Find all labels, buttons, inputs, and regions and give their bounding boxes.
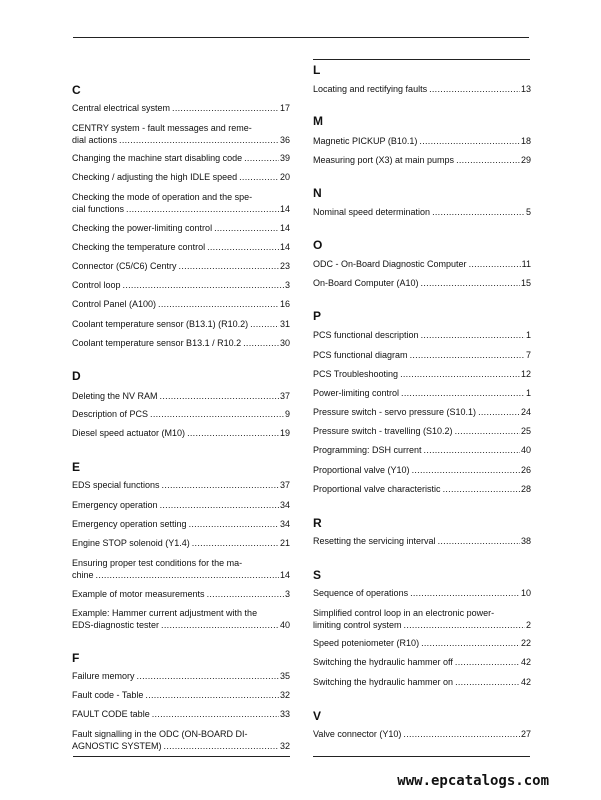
index-entry-page: 18 xyxy=(520,136,531,146)
index-entry-text: EDS-diagnostic tester xyxy=(72,620,160,630)
index-entry-page: 12 xyxy=(520,369,531,379)
index-entry[interactable] xyxy=(72,588,290,600)
right-section-rule xyxy=(313,59,530,60)
index-entry-text: PCS functional diagram xyxy=(313,350,408,360)
index-entry[interactable] xyxy=(313,83,531,95)
index-entry-page: 14 xyxy=(279,223,290,233)
dot-leader xyxy=(400,368,520,380)
index-entry-text: On-Board Computer (A10) xyxy=(313,278,419,288)
index-entry-text: Fault code - Table xyxy=(72,690,144,700)
dot-leader xyxy=(162,479,279,491)
index-entry-lead: Simplified control loop in an electronic power- xyxy=(313,608,495,618)
index-entry-text: ODC - On-Board Diagnostic Computer xyxy=(313,259,467,269)
index-entry-page: 33 xyxy=(279,709,290,719)
index-entry[interactable] xyxy=(72,298,290,310)
dot-leader xyxy=(137,670,279,682)
index-entry-page: 11 xyxy=(521,259,531,269)
dot-leader xyxy=(160,499,279,511)
index-entry-text: Example of motor measurements xyxy=(72,589,205,599)
section-letter-f: F xyxy=(72,651,80,665)
index-entry-page: 40 xyxy=(279,620,290,630)
index-entry-page: 39 xyxy=(279,153,290,163)
index-entry-page: 27 xyxy=(520,729,531,739)
index-entry[interactable] xyxy=(72,408,290,420)
index-entry-text: Emergency operation xyxy=(72,500,158,510)
index-entry-page: 14 xyxy=(279,242,290,252)
index-entry-page: 29 xyxy=(520,155,531,165)
index-entry-page: 37 xyxy=(279,391,290,401)
index-entry[interactable] xyxy=(313,728,531,740)
index-entry-text: Control loop xyxy=(72,280,121,290)
dot-leader xyxy=(150,408,284,420)
index-entry-page: 36 xyxy=(279,135,290,145)
index-entry-page: 9 xyxy=(284,409,290,419)
index-entry[interactable] xyxy=(313,135,531,147)
index-entry-page: 38 xyxy=(520,536,531,546)
index-entry-text: Changing the machine start disabling code xyxy=(72,153,243,163)
index-entry-text: limiting control system xyxy=(313,620,402,630)
dot-leader xyxy=(410,587,520,599)
index-entry-text: Speed poteniometer (R10) xyxy=(313,638,420,648)
index-entry-page: 34 xyxy=(279,519,290,529)
index-entry[interactable] xyxy=(313,676,531,688)
index-entry[interactable] xyxy=(313,656,531,668)
index-entry-page: 40 xyxy=(520,445,531,455)
dot-leader xyxy=(119,134,279,146)
index-entry[interactable] xyxy=(72,479,290,491)
index-entry[interactable] xyxy=(72,260,290,272)
index-entry[interactable] xyxy=(72,708,290,720)
index-entry[interactable] xyxy=(72,122,290,146)
dot-leader xyxy=(419,135,520,147)
index-entry-page: 21 xyxy=(279,538,290,548)
section-letter-s: S xyxy=(313,568,322,582)
dot-leader xyxy=(164,740,279,752)
dot-leader xyxy=(456,154,520,166)
index-entry-page: 5 xyxy=(525,207,531,217)
index-entry-page: 32 xyxy=(279,741,290,751)
dot-leader xyxy=(214,222,279,234)
dot-leader xyxy=(455,425,520,437)
index-entry[interactable] xyxy=(313,535,531,547)
section-letter-l: L xyxy=(313,63,321,77)
index-entry-page: 3 xyxy=(284,589,290,599)
dot-leader xyxy=(421,637,520,649)
index-entry-text: cial functions xyxy=(72,204,125,214)
index-entry-page: 28 xyxy=(520,484,531,494)
dot-leader xyxy=(96,569,279,581)
dot-leader xyxy=(243,337,279,349)
index-entry-page: 17 xyxy=(279,103,290,113)
dot-leader xyxy=(421,329,525,341)
index-entry-lead: Ensuring proper test conditions for the ma- xyxy=(72,558,243,568)
index-entry-page: 1 xyxy=(525,388,531,398)
index-entry[interactable] xyxy=(72,557,290,581)
dot-leader xyxy=(424,444,520,456)
dot-leader xyxy=(172,102,279,114)
index-entry-text: Power-limiting control xyxy=(313,388,400,398)
index-entry-text: Proportional valve characteristic xyxy=(313,484,441,494)
index-entry-text: Coolant temperature sensor (B13.1) (R10.2) xyxy=(72,319,249,329)
index-entry-page: 2 xyxy=(525,620,531,630)
right-bottom-rule xyxy=(313,756,530,757)
index-entry[interactable] xyxy=(313,425,531,437)
dot-leader xyxy=(412,464,520,476)
section-letter-r: R xyxy=(313,516,322,530)
dot-leader xyxy=(189,518,279,530)
dot-leader xyxy=(145,689,279,701)
index-entry-text: Locating and rectifying faults xyxy=(313,84,428,94)
index-entry-text: Diesel speed actuator (M10) xyxy=(72,428,186,438)
index-entry-text: Coolant temperature sensor B13.1 / R10.2 xyxy=(72,338,242,348)
index-entry-page: 13 xyxy=(520,84,531,94)
watermark-url: www.epcatalogs.com xyxy=(397,773,549,789)
index-entry[interactable] xyxy=(72,222,290,234)
index-entry[interactable] xyxy=(72,427,290,439)
index-entry[interactable] xyxy=(72,537,290,549)
index-entry[interactable] xyxy=(72,337,290,349)
index-entry-text: Measuring port (X3) at main pumps xyxy=(313,155,455,165)
index-entry-page: 22 xyxy=(520,638,531,648)
index-entry-page: 37 xyxy=(279,480,290,490)
dot-leader xyxy=(410,349,525,361)
index-entry-text: dial actions xyxy=(72,135,118,145)
index-entry[interactable] xyxy=(72,689,290,701)
index-entry[interactable] xyxy=(313,406,531,418)
dot-leader xyxy=(421,277,520,289)
dot-leader xyxy=(161,619,279,631)
dot-leader xyxy=(404,619,525,631)
dot-leader xyxy=(478,406,520,418)
section-letter-e: E xyxy=(72,460,81,474)
dot-leader xyxy=(455,656,520,668)
index-entry[interactable] xyxy=(72,102,290,114)
index-entry[interactable] xyxy=(313,483,531,495)
index-entry-text: Switching the hydraulic hammer off xyxy=(313,657,453,667)
section-letter-c: C xyxy=(72,83,81,97)
dot-leader xyxy=(239,171,279,183)
dot-leader xyxy=(123,279,284,291)
index-entry-lead: CENTRY system - fault messages and reme- xyxy=(72,123,252,133)
section-letter-v: V xyxy=(313,709,322,723)
dot-leader xyxy=(432,206,525,218)
dot-leader xyxy=(160,390,279,402)
dot-leader xyxy=(455,676,520,688)
index-entry-text: Failure memory xyxy=(72,671,135,681)
index-entry-page: 31 xyxy=(279,319,290,329)
index-entry-text: Sequence of operations xyxy=(313,588,409,598)
index-entry-text: Valve connector (Y10) xyxy=(313,729,402,739)
index-entry[interactable] xyxy=(72,499,290,511)
index-entry[interactable] xyxy=(72,171,290,183)
index-entry-text: PCS Troubleshooting xyxy=(313,369,399,379)
index-entry-page: 42 xyxy=(520,677,531,687)
index-entry-text: Nominal speed determination xyxy=(313,207,431,217)
dot-leader xyxy=(158,298,279,310)
index-entry-text: EDS special functions xyxy=(72,480,160,490)
index-entry-page: 7 xyxy=(525,350,531,360)
section-letter-p: P xyxy=(313,309,322,323)
dot-leader xyxy=(403,728,520,740)
index-entry-text: Emergency operation setting xyxy=(72,519,187,529)
index-entry[interactable] xyxy=(313,349,531,361)
dot-leader xyxy=(469,258,521,270)
index-entry-text: Checking the temperature control xyxy=(72,242,206,252)
index-entry[interactable] xyxy=(313,607,531,631)
index-entry-page: 16 xyxy=(279,299,290,309)
index-entry-text: Engine STOP solenoid (Y1.4) xyxy=(72,538,190,548)
index-entry-text: Deleting the NV RAM xyxy=(72,391,158,401)
index-entry-text: Description of PCS xyxy=(72,409,149,419)
dot-leader xyxy=(179,260,279,272)
dot-leader xyxy=(244,152,279,164)
index-entry-text: Proportional valve (Y10) xyxy=(313,465,410,475)
index-entry-text: PCS functional description xyxy=(313,330,419,340)
index-entry[interactable] xyxy=(313,329,531,341)
index-entry-page: 23 xyxy=(279,261,290,271)
dot-leader xyxy=(250,318,279,330)
index-entry[interactable] xyxy=(313,464,531,476)
index-entry-page: 26 xyxy=(520,465,531,475)
dot-leader xyxy=(443,483,520,495)
dot-leader xyxy=(438,535,520,547)
index-entry-text: Switching the hydraulic hammer on xyxy=(313,677,454,687)
index-entry-text: Central electrical system xyxy=(72,103,171,113)
index-entry[interactable] xyxy=(313,637,531,649)
index-entry[interactable] xyxy=(72,279,290,291)
index-entry-text: Resetting the servicing interval xyxy=(313,536,436,546)
index-entry[interactable] xyxy=(72,390,290,402)
index-entry[interactable] xyxy=(72,607,290,631)
dot-leader xyxy=(152,708,279,720)
index-entry-page: 20 xyxy=(279,172,290,182)
index-entry[interactable] xyxy=(313,258,531,270)
index-entry-page: 32 xyxy=(279,690,290,700)
index-entry-text: Connector (C5/C6) Centry xyxy=(72,261,177,271)
section-letter-m: M xyxy=(313,114,323,128)
top-rule xyxy=(73,37,529,38)
index-entry[interactable] xyxy=(72,670,290,682)
index-entry-text: Checking / adjusting the high IDLE speed xyxy=(72,172,238,182)
index-entry-text: Magnetic PICKUP (B10.1) xyxy=(313,136,418,146)
index-entry-page: 35 xyxy=(279,671,290,681)
index-entry[interactable] xyxy=(313,206,531,218)
index-entry[interactable] xyxy=(313,154,531,166)
index-entry-page: 1 xyxy=(525,330,531,340)
index-entry[interactable] xyxy=(72,241,290,253)
index-entry[interactable] xyxy=(72,728,290,752)
index-entry-lead: Checking the mode of operation and the spe- xyxy=(72,192,253,202)
index-entry-text: Pressure switch - servo pressure (S10.1) xyxy=(313,407,477,417)
dot-leader xyxy=(207,241,279,253)
section-letter-n: N xyxy=(313,186,322,200)
index-entry[interactable] xyxy=(313,444,531,456)
left-bottom-rule xyxy=(73,756,290,757)
dot-leader xyxy=(401,387,525,399)
index-entry-text: Programming: DSH current xyxy=(313,445,422,455)
index-entry-lead: Example: Hammer current adjustment with the xyxy=(72,608,258,618)
index-entry-page: 34 xyxy=(279,500,290,510)
index-entry-page: 25 xyxy=(520,426,531,436)
index-entry[interactable] xyxy=(313,387,531,399)
index-entry-page: 3 xyxy=(284,280,290,290)
index-entry-page: 10 xyxy=(520,588,531,598)
index-entry-page: 42 xyxy=(520,657,531,667)
index-entry-lead: Fault signalling in the ODC (ON-BOARD DI- xyxy=(72,729,248,739)
dot-leader xyxy=(429,83,520,95)
index-entry[interactable] xyxy=(72,191,290,215)
index-entry-page: 24 xyxy=(520,407,531,417)
index-entry[interactable] xyxy=(72,152,290,164)
dot-leader xyxy=(192,537,279,549)
index-entry-text: Control Panel (A100) xyxy=(72,299,157,309)
index-entry-page: 14 xyxy=(279,204,290,214)
section-letter-d: D xyxy=(72,369,81,383)
index-entry-page: 14 xyxy=(279,570,290,580)
index-entry-text: FAULT CODE table xyxy=(72,709,150,719)
index-entry-page: 30 xyxy=(279,338,290,348)
index-entry[interactable] xyxy=(313,277,531,289)
index-entry-text: chine xyxy=(72,570,94,580)
dot-leader xyxy=(187,427,279,439)
index-entry[interactable] xyxy=(313,587,531,599)
index-entry-page: 19 xyxy=(279,428,290,438)
index-entry-text: Pressure switch - travelling (S10.2) xyxy=(313,426,453,436)
dot-leader xyxy=(207,588,284,600)
index-entry[interactable] xyxy=(72,318,290,330)
index-entry[interactable] xyxy=(313,368,531,380)
section-letter-o: O xyxy=(313,238,323,252)
index-entry-page: 15 xyxy=(520,278,531,288)
dot-leader xyxy=(126,203,279,215)
index-entry-text: Checking the power-limiting control xyxy=(72,223,213,233)
index-entry[interactable] xyxy=(72,518,290,530)
index-entry-text: AGNOSTIC SYSTEM) xyxy=(72,741,162,751)
